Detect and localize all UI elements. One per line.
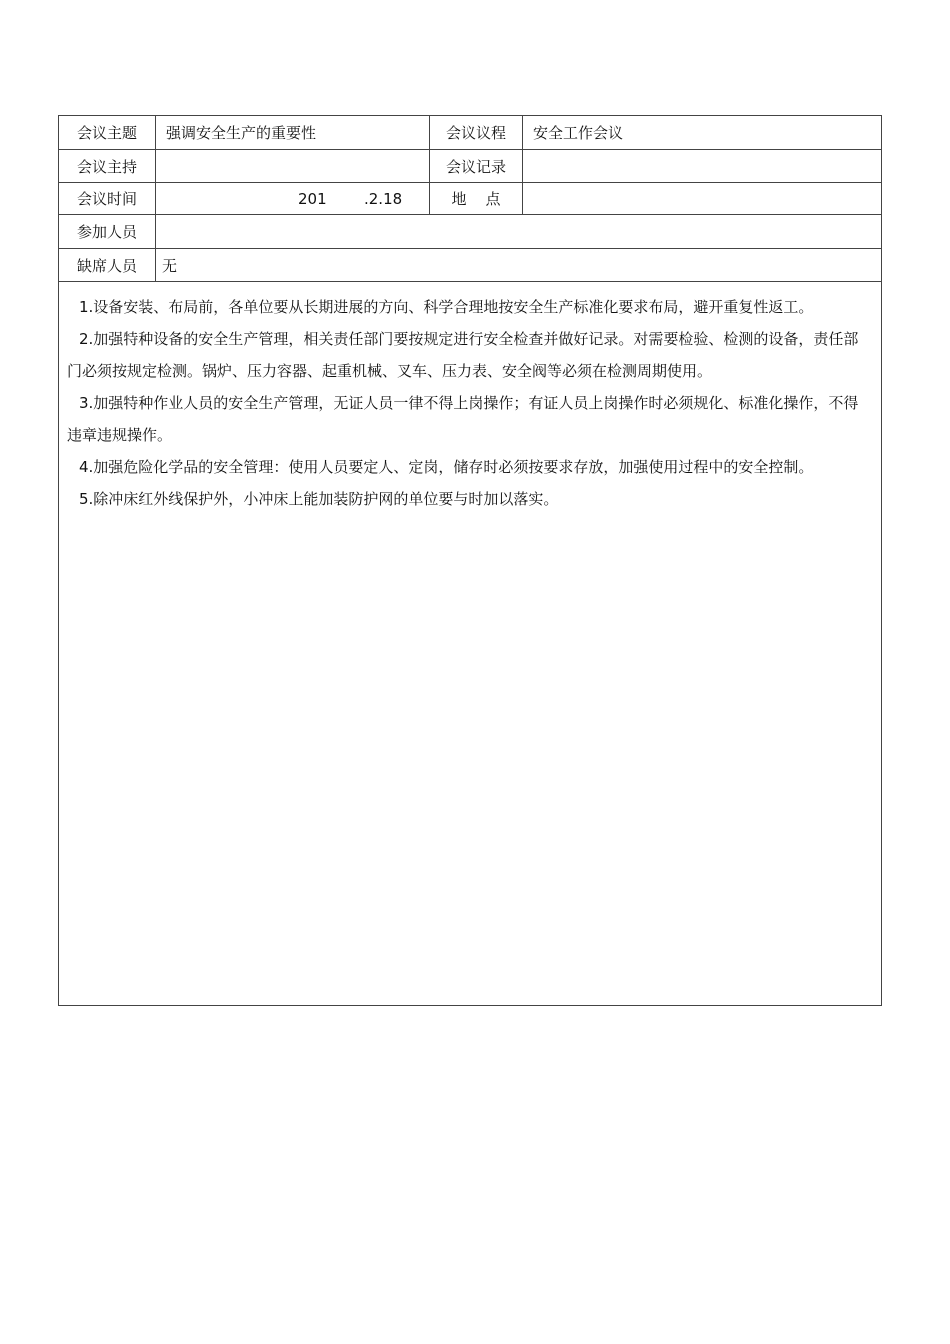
agenda-label: 会议议程: [429, 116, 522, 149]
topic-label: 会议主题: [76, 124, 137, 142]
place-value: [522, 183, 881, 214]
row-absent: [59, 249, 881, 282]
row-time: [59, 183, 881, 215]
content-item: 2.加强特种设备的安全生产管理，相关责任部门要按规定进行安全检查并做好记录。对需要检验、检测的设备，责任部门必须按规定检测。锅炉、压力容器、起重机械、叉车、压力表、安全阀等必须在检测周期使用。: [67, 330, 859, 380]
content-item: 4.加强危险化学品的安全管理：使用人员要定人、定岗，储存时必须按要求存放，加强使用过程中的安全控制。: [79, 458, 814, 476]
absent-label: 缺席人员: [76, 256, 137, 275]
time-rest: .2.18: [364, 189, 403, 208]
content-item: 3.加强特种作业人员的安全生产管理，无证人员一律不得上岗操作；有证人员上岗操作时必须规化、标准化操作，不得违章违规操作。: [67, 394, 859, 444]
time-label: 会议时间: [76, 190, 137, 208]
absent-value: 无: [155, 249, 881, 281]
agenda-value: 安全工作会议: [522, 116, 881, 149]
host-value: [155, 150, 429, 182]
row-attendees: [59, 215, 881, 249]
content-item: 1.设备安装、布局前，各单位要从长期进展的方向、科学合理地按安全生产标准化要求布局，避开重复性返工。: [79, 298, 814, 316]
attendees-label: 参加人员: [76, 223, 137, 241]
attendees-value: [155, 215, 881, 248]
host-label: 会议主持: [76, 157, 137, 176]
topic-value: 强调安全生产的重要性: [155, 116, 429, 149]
content-item: 5.除冲床红外线保护外，小冲床上能加装防护网的单位要与时加以落实。: [79, 490, 559, 508]
meeting-content: [59, 286, 881, 515]
place-label: 地 点: [429, 183, 522, 214]
recorder-value: [522, 150, 881, 182]
time-value: [155, 183, 429, 214]
row-host: [59, 150, 881, 183]
row-topic: [59, 116, 881, 150]
time-year: 201: [298, 189, 327, 208]
recorder-label: 会议记录: [429, 150, 522, 182]
meeting-record-table: [58, 115, 882, 1006]
